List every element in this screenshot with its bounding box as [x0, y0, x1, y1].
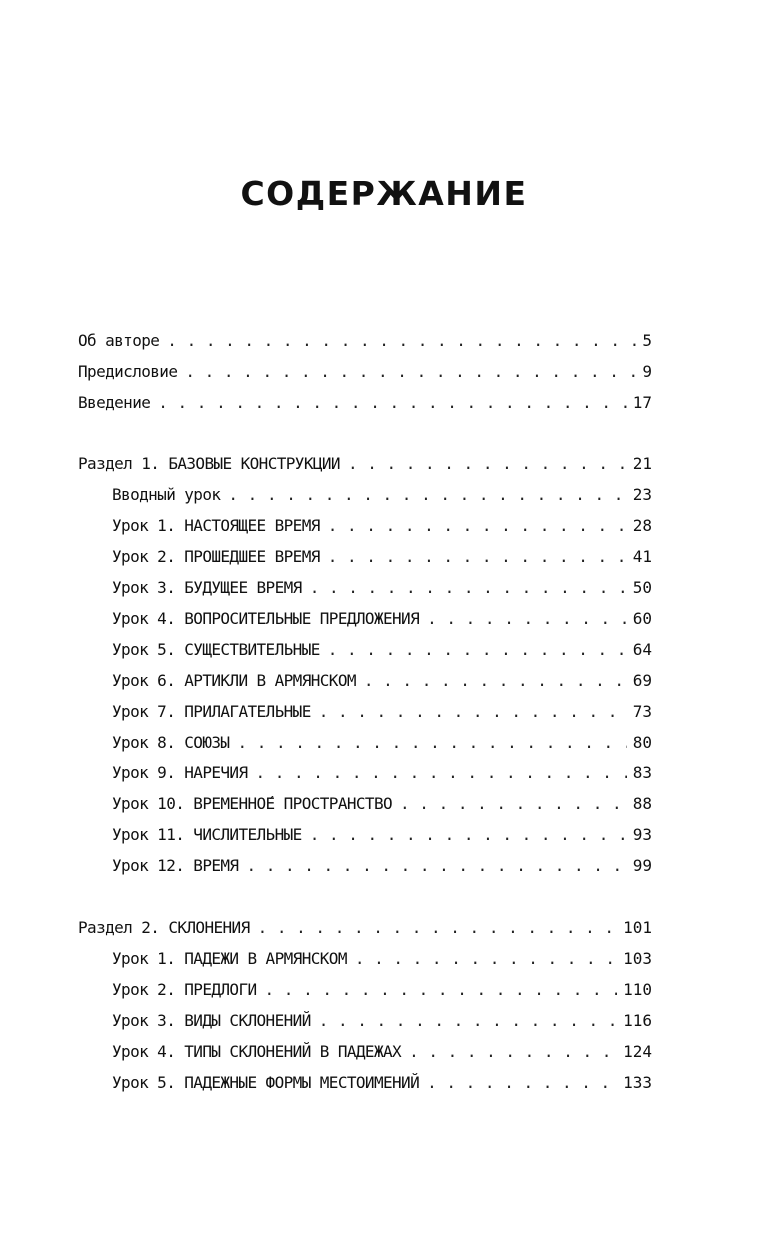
toc-entry-label: Урок 6. АРТИКЛИ В АРМЯНСКОМ — [112, 671, 356, 690]
toc-entry-page: 41 — [632, 547, 652, 566]
toc-entry-label: Вводный урок — [112, 485, 221, 504]
toc-entry-page: 28 — [632, 516, 652, 535]
toc-entry — [112, 576, 652, 600]
dot-leader — [427, 1071, 617, 1095]
toc-section-label: Раздел 2. СКЛОНЕНИЯ — [78, 918, 250, 937]
toc-entry-page: 99 — [632, 856, 652, 875]
toc-entry-label: Введение — [78, 393, 151, 412]
toc-section-page: 101 — [623, 918, 652, 937]
dot-leader — [310, 576, 627, 600]
toc-entry-label: Урок 4. ТИПЫ СКЛОНЕНИЙ В ПАДЕЖАХ — [112, 1042, 402, 1061]
dot-leader — [237, 731, 626, 755]
dot-leader — [167, 329, 636, 353]
toc-entry — [112, 978, 652, 1002]
toc-entry-page: 80 — [632, 733, 652, 752]
dot-leader — [246, 854, 626, 878]
toc-entry-label: Урок 9. НАРЕЧИЯ — [112, 763, 248, 782]
dot-leader — [328, 638, 627, 662]
toc-entry-page: 88 — [632, 794, 652, 813]
toc-entry-page: 83 — [632, 763, 652, 782]
toc-entry — [112, 1071, 652, 1095]
page-title: СОДЕРЖАНИЕ — [240, 174, 528, 213]
toc-section-2 — [78, 916, 652, 940]
toc-entry — [112, 514, 652, 538]
dot-leader — [400, 792, 627, 816]
toc-entry — [112, 607, 652, 631]
toc-entry-label: Урок 2. ПРОШЕДШЕЕ ВРЕМЯ — [112, 547, 320, 566]
toc-entry-label: Урок 12. ВРЕМЯ — [112, 856, 239, 875]
toc-entry — [112, 545, 652, 569]
toc-entry — [112, 638, 652, 662]
toc-entry-page: 60 — [632, 609, 652, 628]
toc-entry — [112, 1009, 652, 1033]
toc-entry-page: 50 — [632, 578, 652, 597]
toc-entry-page: 73 — [632, 702, 652, 721]
toc-entry — [112, 792, 652, 816]
toc-section-1 — [78, 452, 652, 476]
dot-leader — [348, 452, 627, 476]
toc-entry-page: 110 — [623, 980, 652, 999]
toc-entry-label: Урок 3. ВИДЫ СКЛОНЕНИЙ — [112, 1011, 311, 1030]
toc-entry-label: Предисловие — [78, 362, 178, 381]
dot-leader — [310, 823, 627, 847]
toc-entry-label: Урок 5. ПАДЕЖНЫЕ ФОРМЫ МЕСТОИМЕНИЙ — [112, 1073, 420, 1092]
dot-leader — [256, 761, 627, 785]
toc-entry — [112, 700, 652, 724]
toc-entry-page: 23 — [632, 485, 652, 504]
toc-entry-label: Урок 11. ЧИСЛИТЕЛЬНЫЕ — [112, 825, 302, 844]
toc-entry — [112, 669, 652, 693]
toc-section-label: Раздел 1. БАЗОВЫЕ КОНСТРУКЦИИ — [78, 454, 340, 473]
toc-entry-label: Урок 10. ВРЕМЕННО́Е ПРОСТРАНСТВО — [112, 794, 393, 813]
dot-leader — [185, 360, 636, 384]
toc-entry-page: 103 — [623, 949, 652, 968]
dot-leader — [364, 669, 627, 693]
dot-leader — [158, 391, 626, 415]
toc-entry-label: Урок 8. СОЮЗЫ — [112, 733, 230, 752]
toc-entry-page: 9 — [642, 362, 652, 381]
toc-entry-label: Урок 1. НАСТОЯЩЕЕ ВРЕМЯ — [112, 516, 320, 535]
toc-entry-introduction — [78, 391, 652, 415]
dot-leader — [355, 947, 617, 971]
toc-entry — [112, 731, 652, 755]
dot-leader — [265, 978, 618, 1002]
toc-entry-page: 17 — [632, 393, 652, 412]
toc-entry-page: 64 — [632, 640, 652, 659]
toc-entry-about-author — [78, 329, 652, 353]
dot-leader — [328, 545, 627, 569]
toc-entry — [112, 483, 652, 507]
toc-entry-label: Урок 1. ПАДЕЖИ В АРМЯНСКОМ — [112, 949, 347, 968]
dot-leader — [409, 1040, 617, 1064]
toc-entry-label: Урок 3. БУДУЩЕЕ ВРЕМЯ — [112, 578, 302, 597]
toc-entry-preface — [78, 360, 652, 384]
toc-entry-page: 124 — [623, 1042, 652, 1061]
toc-entry — [112, 761, 652, 785]
toc-entry-label: Об авторе — [78, 331, 160, 350]
toc-entry — [112, 823, 652, 847]
dot-leader — [258, 916, 617, 940]
toc-entry — [112, 854, 652, 878]
dot-leader — [328, 514, 627, 538]
toc-section-page: 21 — [632, 454, 652, 473]
toc-entry — [112, 947, 652, 971]
toc-entry-label: Урок 7. ПРИЛАГАТЕЛЬНЫЕ — [112, 702, 311, 721]
toc-entry-page: 5 — [642, 331, 652, 350]
dot-leader — [319, 1009, 617, 1033]
toc-entry-label: Урок 4. ВОПРОСИТЕЛЬНЫЕ ПРЕДЛОЖЕНИЯ — [112, 609, 420, 628]
dot-leader — [319, 700, 627, 724]
dot-leader — [427, 607, 627, 631]
toc-entry-page: 93 — [632, 825, 652, 844]
toc-entry-label: Урок 5. СУЩЕСТВИТЕЛЬНЫЕ — [112, 640, 320, 659]
dot-leader — [228, 483, 626, 507]
toc-entry-page: 133 — [623, 1073, 652, 1092]
toc-entry — [112, 1040, 652, 1064]
toc-entry-page: 116 — [623, 1011, 652, 1030]
toc-entry-page: 69 — [632, 671, 652, 690]
toc-entry-label: Урок 2. ПРЕДЛОГИ — [112, 980, 257, 999]
